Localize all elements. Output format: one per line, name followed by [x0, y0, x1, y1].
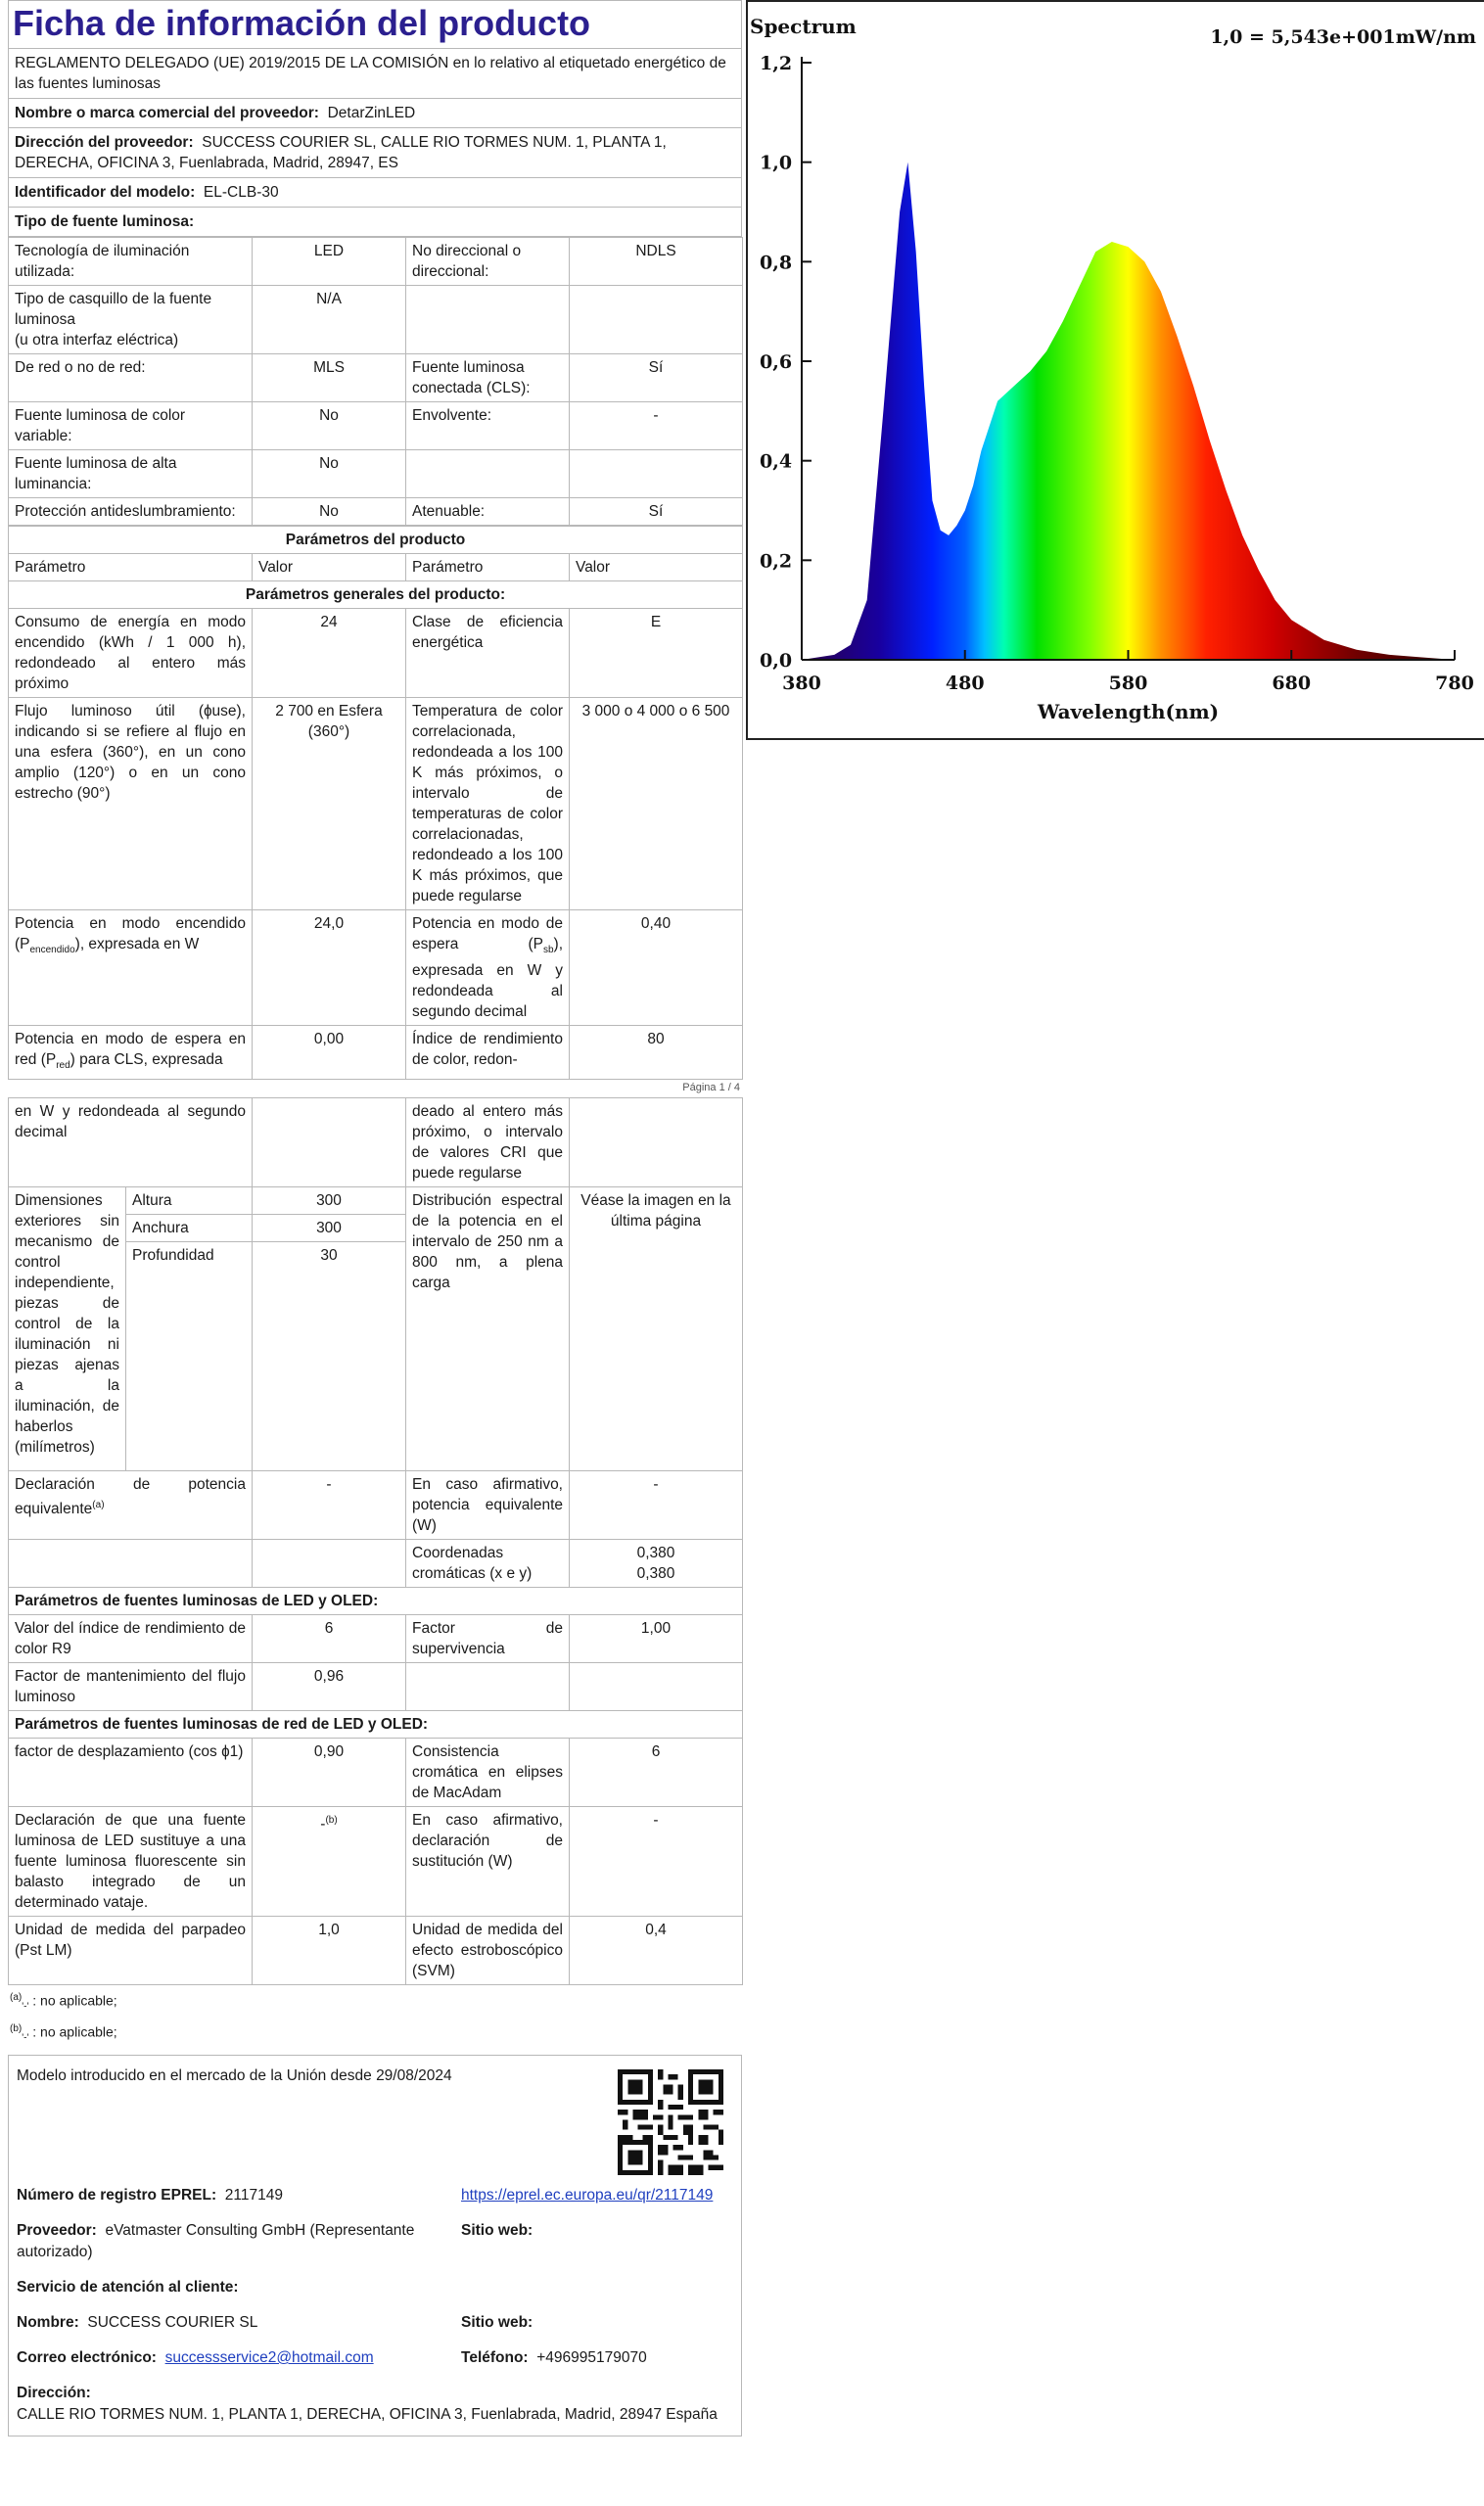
source-type-heading: Tipo de fuente luminosa: [8, 208, 742, 237]
cell-value: E [570, 609, 743, 698]
cell-label: Coordenadas cromáticas (x e y) [406, 1540, 570, 1588]
cell-label: Declaración de que una fuente luminosa de LED sustituye a una fuente luminosa fluorescente sin balasto integrado de un determinado vataje. [9, 1807, 253, 1917]
section-heading: Parámetros generales del producto: [9, 581, 743, 609]
spectrum-svg [748, 2, 1484, 738]
cell-empty [570, 450, 743, 498]
table-row [9, 286, 743, 354]
cell-label: Consistencia cromática en elipses de MacAdam [406, 1739, 570, 1807]
column-header: Parámetro [406, 554, 570, 581]
cell-value: 6 [253, 1615, 406, 1663]
cell-empty [253, 1540, 406, 1588]
x-axis-label: Wavelength(nm) [1037, 700, 1220, 723]
cell-value: 0,00 [253, 1026, 406, 1080]
cell-value: 24 [253, 609, 406, 698]
cell-value: - [253, 1471, 406, 1540]
table-row [9, 1026, 743, 1080]
table-row [9, 1098, 743, 1187]
market-date-text: Modelo introducido en el mercado de la Unión desde 29/08/2024 [17, 2067, 452, 2085]
chart-title: Spectrum [750, 15, 857, 38]
cell-value: 3 000 o 4 000 o 6 500 [570, 698, 743, 910]
name-value: SUCCESS COURIER SL [87, 2314, 258, 2332]
y-tick-label: 0,4 [760, 450, 793, 473]
y-tick-label: 1,0 [760, 152, 793, 174]
cell-label [406, 910, 570, 1026]
cell-label: factor de desplazamiento (cos ɸ1) [9, 1739, 253, 1807]
cell-label [9, 286, 253, 354]
table-row [9, 450, 743, 498]
cell-label: De red o no de red: [9, 354, 253, 402]
dim-height-value: 300 [253, 1187, 406, 1215]
cell-value: 0,40 [570, 910, 743, 1026]
cell-value: Sí [570, 498, 743, 526]
cell-value: - [570, 402, 743, 450]
cell-empty [253, 1269, 406, 1471]
footnote-ref: (b) [325, 1815, 338, 1827]
cell-empty [406, 286, 570, 354]
table-row [9, 1917, 743, 1985]
footnote-text: : no aplicable; [28, 2023, 117, 2040]
page-title: Ficha de información del producto [8, 0, 742, 48]
x-tick-label: 680 [1272, 673, 1312, 694]
cell-label-line: (u otra interfaz eléctrica) [15, 332, 179, 348]
contact-card [8, 2055, 742, 2436]
section-heading: Parámetros del producto [9, 527, 743, 554]
table-row [9, 354, 743, 402]
table-row [9, 1663, 743, 1711]
footnote-ref: (a) [92, 1500, 105, 1511]
cell-label: en W y redondeada al segundo decimal [9, 1098, 253, 1187]
section-heading: Parámetros de fuentes luminosas de LED y OLED: [9, 1588, 743, 1615]
x-tick-label: 380 [782, 673, 821, 694]
provider-value: eVatmaster Consulting GmbH (Representante autorizado) [17, 2222, 415, 2261]
cell-value: 24,0 [253, 910, 406, 1026]
cell-label [9, 1026, 253, 1080]
table-row [9, 238, 743, 286]
cell-label: Valor del índice de rendimiento de color R9 [9, 1615, 253, 1663]
email-label: Correo electrónico: [17, 2349, 157, 2367]
provider-row [17, 2220, 733, 2263]
table-row [9, 1471, 743, 1540]
cell-value: LED [253, 238, 406, 286]
page-number: Página 1 / 4 [682, 1082, 740, 1094]
regulation-text: REGLAMENTO DELEGADO (UE) 2019/2015 DE LA COMISIÓN en lo relativo al etiquetado energético de las fuentes luminosas [8, 48, 742, 99]
cell-label: Envolvente: [406, 402, 570, 450]
y-tick-label: 1,2 [760, 53, 793, 74]
supplier-row [8, 99, 742, 128]
cell-value: 1,0 [253, 1917, 406, 1985]
cell-label: Temperatura de color correlacionada, redondeada a los 100 K más próximos, o intervalo de temperaturas de color correlacionadas, redondeado a los 100 K más próximos, que puede regularse [406, 698, 570, 910]
cell-label: No direccional o direccional: [406, 238, 570, 286]
product-params-table-cont [8, 1097, 743, 1985]
cell-value: Sí [570, 354, 743, 402]
address-block [17, 2383, 733, 2426]
cell-empty [253, 1098, 406, 1187]
cell-empty [570, 1663, 743, 1711]
cell-empty [126, 1269, 253, 1471]
cell-label: deado al entero más próximo, o intervalo de valores CRI que puede regularse [406, 1098, 570, 1187]
label-subscript: red [56, 1060, 70, 1072]
label-part: Potencia en modo de espera en red (P [15, 1031, 246, 1069]
table-row [9, 498, 743, 526]
cell-value [253, 1807, 406, 1917]
phone-value: +496995179070 [536, 2349, 647, 2367]
address-value: CALLE RIO TORMES NUM. 1, PLANTA 1, DERECHA, OFICINA 3, Fuenlabrada, Madrid, 28947 España [17, 2406, 718, 2424]
dimensions-label: Dimensiones exteriores sin mecanismo de control independiente, piezas de control de la iluminación ni piezas ajenas a la iluminación, de haberlos (milímetros) [9, 1187, 126, 1471]
footnote-mark: '-' [22, 2032, 29, 2044]
cell-value: 0,96 [253, 1663, 406, 1711]
cell-empty [570, 1098, 743, 1187]
cell-value: 0,4 [570, 1917, 743, 1985]
supplier-label: Nombre o marca comercial del proveedor: [15, 105, 319, 121]
table-row [9, 1739, 743, 1807]
eprel-label: Número de registro EPREL: [17, 2187, 217, 2204]
address-row [8, 128, 742, 178]
cell-value: No [253, 450, 406, 498]
eprel-value: 2117149 [224, 2187, 283, 2204]
model-value: EL-CLB-30 [203, 184, 279, 201]
cell-value: N/A [253, 286, 406, 354]
table-row [9, 609, 743, 698]
cell-value: No [253, 498, 406, 526]
column-header: Valor [570, 554, 743, 581]
datasheet [8, 0, 742, 2436]
footnote-mark: '-' [22, 2001, 29, 2013]
table-row [9, 402, 743, 450]
cell-label [9, 1471, 253, 1540]
cell-label: En caso afirmativo, declaración de sustitución (W) [406, 1807, 570, 1917]
cell-label [9, 910, 253, 1026]
cell-value: - [570, 1807, 743, 1917]
dim-depth-value: 30 [253, 1242, 406, 1270]
x-tick-label: 580 [1108, 673, 1148, 694]
footnote-sup: (a) [10, 1992, 23, 2004]
cell-value: 0,90 [253, 1739, 406, 1807]
label-subscript: encendido [29, 945, 75, 956]
y-tick-label: 0,2 [760, 550, 793, 573]
qr-code-icon[interactable] [618, 2069, 723, 2175]
label-part: Potencia en modo encendido (P [15, 915, 246, 952]
cell-label: Flujo luminoso útil (ɸuse), indicando si se refiere al flujo en una esfera (360°), en un cono amplio (120°) o en un cono estrecho (90°) [9, 698, 253, 910]
supplier-value: DetarZinLED [327, 105, 416, 121]
cell-value: 1,00 [570, 1615, 743, 1663]
footnotes [8, 1985, 742, 2049]
cell-empty [9, 1540, 253, 1588]
cell-empty [570, 286, 743, 354]
cell-value: NDLS [570, 238, 743, 286]
label-subscript: sb [542, 945, 554, 956]
footnote [10, 2019, 742, 2049]
dim-width-value: 300 [253, 1215, 406, 1242]
cell-label: Distribución espectral de la potencia en el intervalo de 250 nm a 800 nm, a plena carga [406, 1187, 570, 1471]
chromaticity-x: 0,380 [636, 1545, 675, 1562]
website-label: Sitio web: [461, 2314, 533, 2332]
chromaticity-y: 0,380 [636, 1565, 675, 1583]
cell-label: Factor de supervivencia [406, 1615, 570, 1663]
chart-annotation: 1,0 = 5,543e+001mW/nm [1210, 26, 1476, 48]
address-label: Dirección del proveedor: [15, 134, 194, 151]
cell-empty [406, 1663, 570, 1711]
label-part: Declaración de potencia equivalente [15, 1476, 246, 1518]
footnote-sup: (b) [10, 2022, 23, 2034]
dim-height-label: Altura [126, 1187, 253, 1215]
cell-label: Factor de mantenimiento del flujo luminoso [9, 1663, 253, 1711]
model-label: Identificador del modelo: [15, 184, 196, 201]
cell-label: Protección antideslumbramiento: [9, 498, 253, 526]
email-link[interactable]: successservice2@hotmail.com [164, 2349, 374, 2367]
website-label: Sitio web: [461, 2222, 533, 2240]
cell-label: Consumo de energía en modo encendido (kWh / 1 000 h), redondeado al entero más próximo [9, 609, 253, 698]
cell-value: 6 [570, 1739, 743, 1807]
product-params-table [8, 526, 743, 1080]
cell-label: Unidad de medida del parpadeo (Pst LM) [9, 1917, 253, 1985]
table-row [9, 1187, 743, 1215]
cell-label: Fuente luminosa de color variable: [9, 402, 253, 450]
cell-empty [406, 450, 570, 498]
label-part: ), expresada en W [74, 936, 200, 952]
model-row [8, 178, 742, 208]
footnote [10, 1987, 742, 2018]
cell-label: Fuente luminosa de alta luminancia: [9, 450, 253, 498]
column-header-row [9, 554, 743, 581]
email-row [17, 2347, 733, 2369]
column-header: Valor [253, 554, 406, 581]
cell-label: Unidad de medida del efecto estroboscópico (SVM) [406, 1917, 570, 1985]
cell-label: Clase de eficiencia energética [406, 609, 570, 698]
label-part: ), expresada en W y redondeada al segundo decimal [412, 936, 563, 1021]
footnote-text: : no aplicable; [28, 1992, 117, 2009]
provider-label: Proveedor: [17, 2222, 97, 2240]
cell-value: 2 700 en Esfera (360°) [253, 698, 406, 910]
table-row [9, 1540, 743, 1588]
x-tick-label: 780 [1435, 673, 1474, 694]
spectrum-chart [746, 0, 1484, 740]
name-label: Nombre: [17, 2314, 79, 2332]
address-label: Dirección: [17, 2385, 91, 2402]
cell-label: Índice de rendimiento de color, redon- [406, 1026, 570, 1080]
cell-value: MLS [253, 354, 406, 402]
cell-value: No [253, 402, 406, 450]
label-part: ) para CLS, expresada [70, 1051, 223, 1069]
cell-value: Véase la imagen en la última página [570, 1187, 743, 1471]
x-tick-label: 480 [945, 673, 985, 694]
table-row [9, 910, 743, 1026]
address-value: SUCCESS COURIER SL, CALLE RIO TORMES NUM. 1, PLANTA 1, DERECHA, OFICINA 3, Fuenlabrada, Madrid, 28947, ES [15, 134, 667, 171]
cell-value [570, 1540, 743, 1588]
y-tick-label: 0,0 [760, 650, 793, 672]
cell-value: - [570, 1471, 743, 1540]
table-row [9, 1615, 743, 1663]
cell-value: 80 [570, 1026, 743, 1080]
phone-label: Teléfono: [461, 2349, 529, 2367]
cell-label: En caso afirmativo, potencia equivalente (W) [406, 1471, 570, 1540]
column-header: Parámetro [9, 554, 253, 581]
source-type-table [8, 237, 743, 526]
table-row [9, 698, 743, 910]
label-part: Potencia en modo de espera (P [412, 915, 563, 952]
cell-label: Tecnología de iluminación utilizada: [9, 238, 253, 286]
cell-label: Atenuable: [406, 498, 570, 526]
customer-service-heading: Servicio de atención al cliente: [17, 2279, 239, 2297]
y-tick-label: 0,6 [760, 351, 793, 373]
spectrum-area [802, 162, 1455, 660]
eprel-link[interactable]: https://eprel.ec.europa.eu/qr/2117149 [461, 2187, 714, 2204]
value-part: - [320, 1816, 326, 1833]
dim-width-label: Anchura [126, 1215, 253, 1242]
dim-depth-label: Profundidad [126, 1242, 253, 1270]
section-heading: Parámetros de fuentes luminosas de red de LED y OLED: [9, 1711, 743, 1739]
y-tick-label: 0,8 [760, 252, 793, 274]
cell-label-line: Tipo de casquillo de la fuente luminosa [15, 291, 212, 328]
cell-label: Fuente luminosa conectada (CLS): [406, 354, 570, 402]
name-row [17, 2312, 733, 2334]
eprel-row [17, 2185, 733, 2206]
table-row [9, 1807, 743, 1917]
